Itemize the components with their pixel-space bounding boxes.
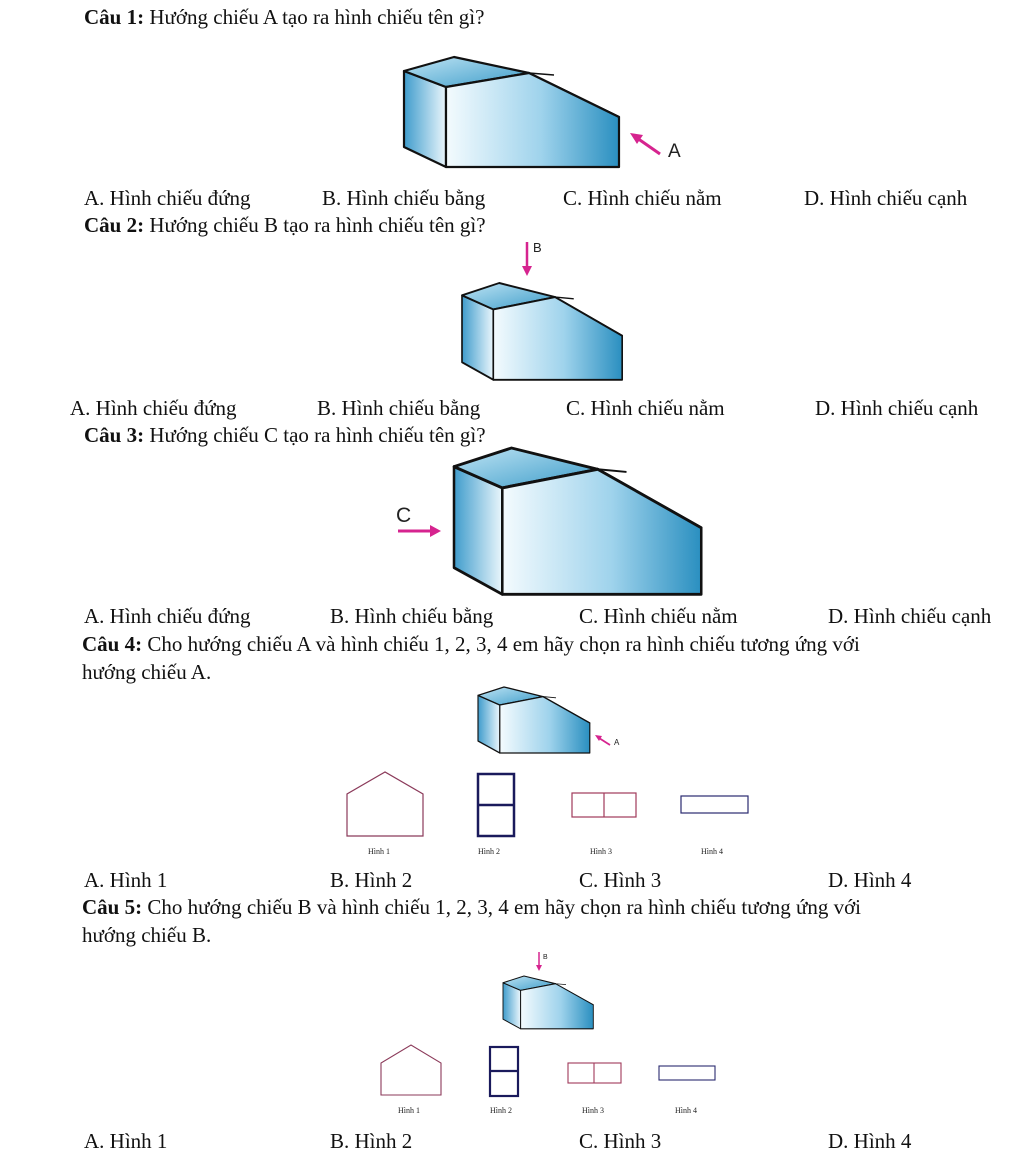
arrow-a-icon [630, 133, 660, 154]
question-5 [82, 895, 861, 919]
q5-option-a[interactable]: A. Hình 1 [84, 1129, 168, 1153]
figure-1-pentagon [381, 1045, 441, 1095]
question-4-text-line2: hướng chiếu A. [82, 660, 212, 684]
q3-option-d[interactable]: D. Hình chiếu cạnh [828, 604, 992, 628]
q3-option-c[interactable]: C. Hình chiếu nằm [579, 604, 738, 628]
figure-2-caption: Hình 2 [478, 847, 500, 856]
question-2 [84, 213, 486, 237]
q1-option-d[interactable]: D. Hình chiếu cạnh [804, 186, 968, 210]
question-4 [82, 632, 860, 656]
figure-1-caption: Hình 1 [368, 847, 390, 856]
figure-1-caption: Hình 1 [398, 1106, 420, 1115]
arrow-a-small-label: A [614, 738, 620, 747]
block-figure-1 [404, 57, 694, 169]
q2-option-d[interactable]: D. Hình chiếu cạnh [815, 396, 979, 420]
question-4-number: Câu 4: [82, 632, 143, 656]
q2-option-a[interactable]: A. Hình chiếu đứng [70, 396, 237, 420]
arrow-b-label: B [533, 240, 542, 255]
question-1-text: Hướng chiếu A tạo ra hình chiếu tên gì? [144, 5, 485, 29]
block-figure-3 [396, 446, 706, 596]
figure-1-pentagon [347, 772, 423, 836]
figure-3-caption: Hình 3 [590, 847, 612, 856]
figure-2-caption: Hình 2 [490, 1106, 512, 1115]
arrow-b-small-label: B [543, 954, 548, 961]
q4-option-d[interactable]: D. Hình 4 [828, 868, 912, 892]
question-2-text: Hướng chiếu B tạo ra hình chiếu tên gì? [144, 213, 486, 237]
question-1 [84, 5, 484, 29]
question-4-text: Cho hướng chiếu A và hình chiếu 1, 2, 3, 4 em hãy chọn ra hình chiếu tương ứng với [142, 632, 860, 656]
figure-4-rect [681, 796, 748, 813]
question-5-text-line2: hướng chiếu B. [82, 923, 212, 947]
question-3 [84, 423, 486, 447]
q4-option-b[interactable]: B. Hình 2 [330, 868, 413, 892]
q2-option-c[interactable]: C. Hình chiếu nằm [566, 396, 725, 420]
arrow-a-label: A [668, 141, 681, 162]
q5-option-c[interactable]: C. Hình 3 [579, 1129, 662, 1153]
question-5-number: Câu 5: [82, 895, 143, 919]
projection-figure-5 [378, 950, 723, 1120]
figure-4-caption: Hình 4 [675, 1106, 697, 1115]
q4-option-c[interactable]: C. Hình 3 [579, 868, 662, 892]
q1-option-a[interactable]: A. Hình chiếu đứng [84, 186, 251, 210]
block-figure-2 [462, 236, 632, 382]
q1-option-b[interactable]: B. Hình chiếu bằng [322, 186, 486, 210]
question-2-number: Câu 2: [84, 213, 145, 237]
figure-3-caption: Hình 3 [582, 1106, 604, 1115]
projection-figure-4 [340, 684, 760, 856]
q4-option-a[interactable]: A. Hình 1 [84, 868, 168, 892]
q5-option-d[interactable]: D. Hình 4 [828, 1129, 912, 1153]
q1-option-c[interactable]: C. Hình chiếu nằm [563, 186, 722, 210]
figure-4-caption: Hình 4 [701, 847, 723, 856]
question-5-text: Cho hướng chiếu B và hình chiếu 1, 2, 3, 4 em hãy chọn ra hình chiếu tương ứng với [142, 895, 862, 919]
question-3-text: Hướng chiếu C tạo ra hình chiếu tên gì? [144, 423, 486, 447]
arrow-b-small-icon [536, 952, 542, 971]
arrow-b-icon [522, 242, 532, 276]
q2-option-b[interactable]: B. Hình chiếu bằng [317, 396, 481, 420]
arrow-c-label: C [396, 504, 412, 527]
figure-4-rect [659, 1066, 715, 1080]
q3-option-b[interactable]: B. Hình chiếu bằng [330, 604, 494, 628]
q5-option-b[interactable]: B. Hình 2 [330, 1129, 413, 1153]
question-1-number: Câu 1: [84, 5, 145, 29]
q3-option-a[interactable]: A. Hình chiếu đứng [84, 604, 251, 628]
arrow-a-small-icon [595, 735, 610, 745]
question-3-number: Câu 3: [84, 423, 145, 447]
